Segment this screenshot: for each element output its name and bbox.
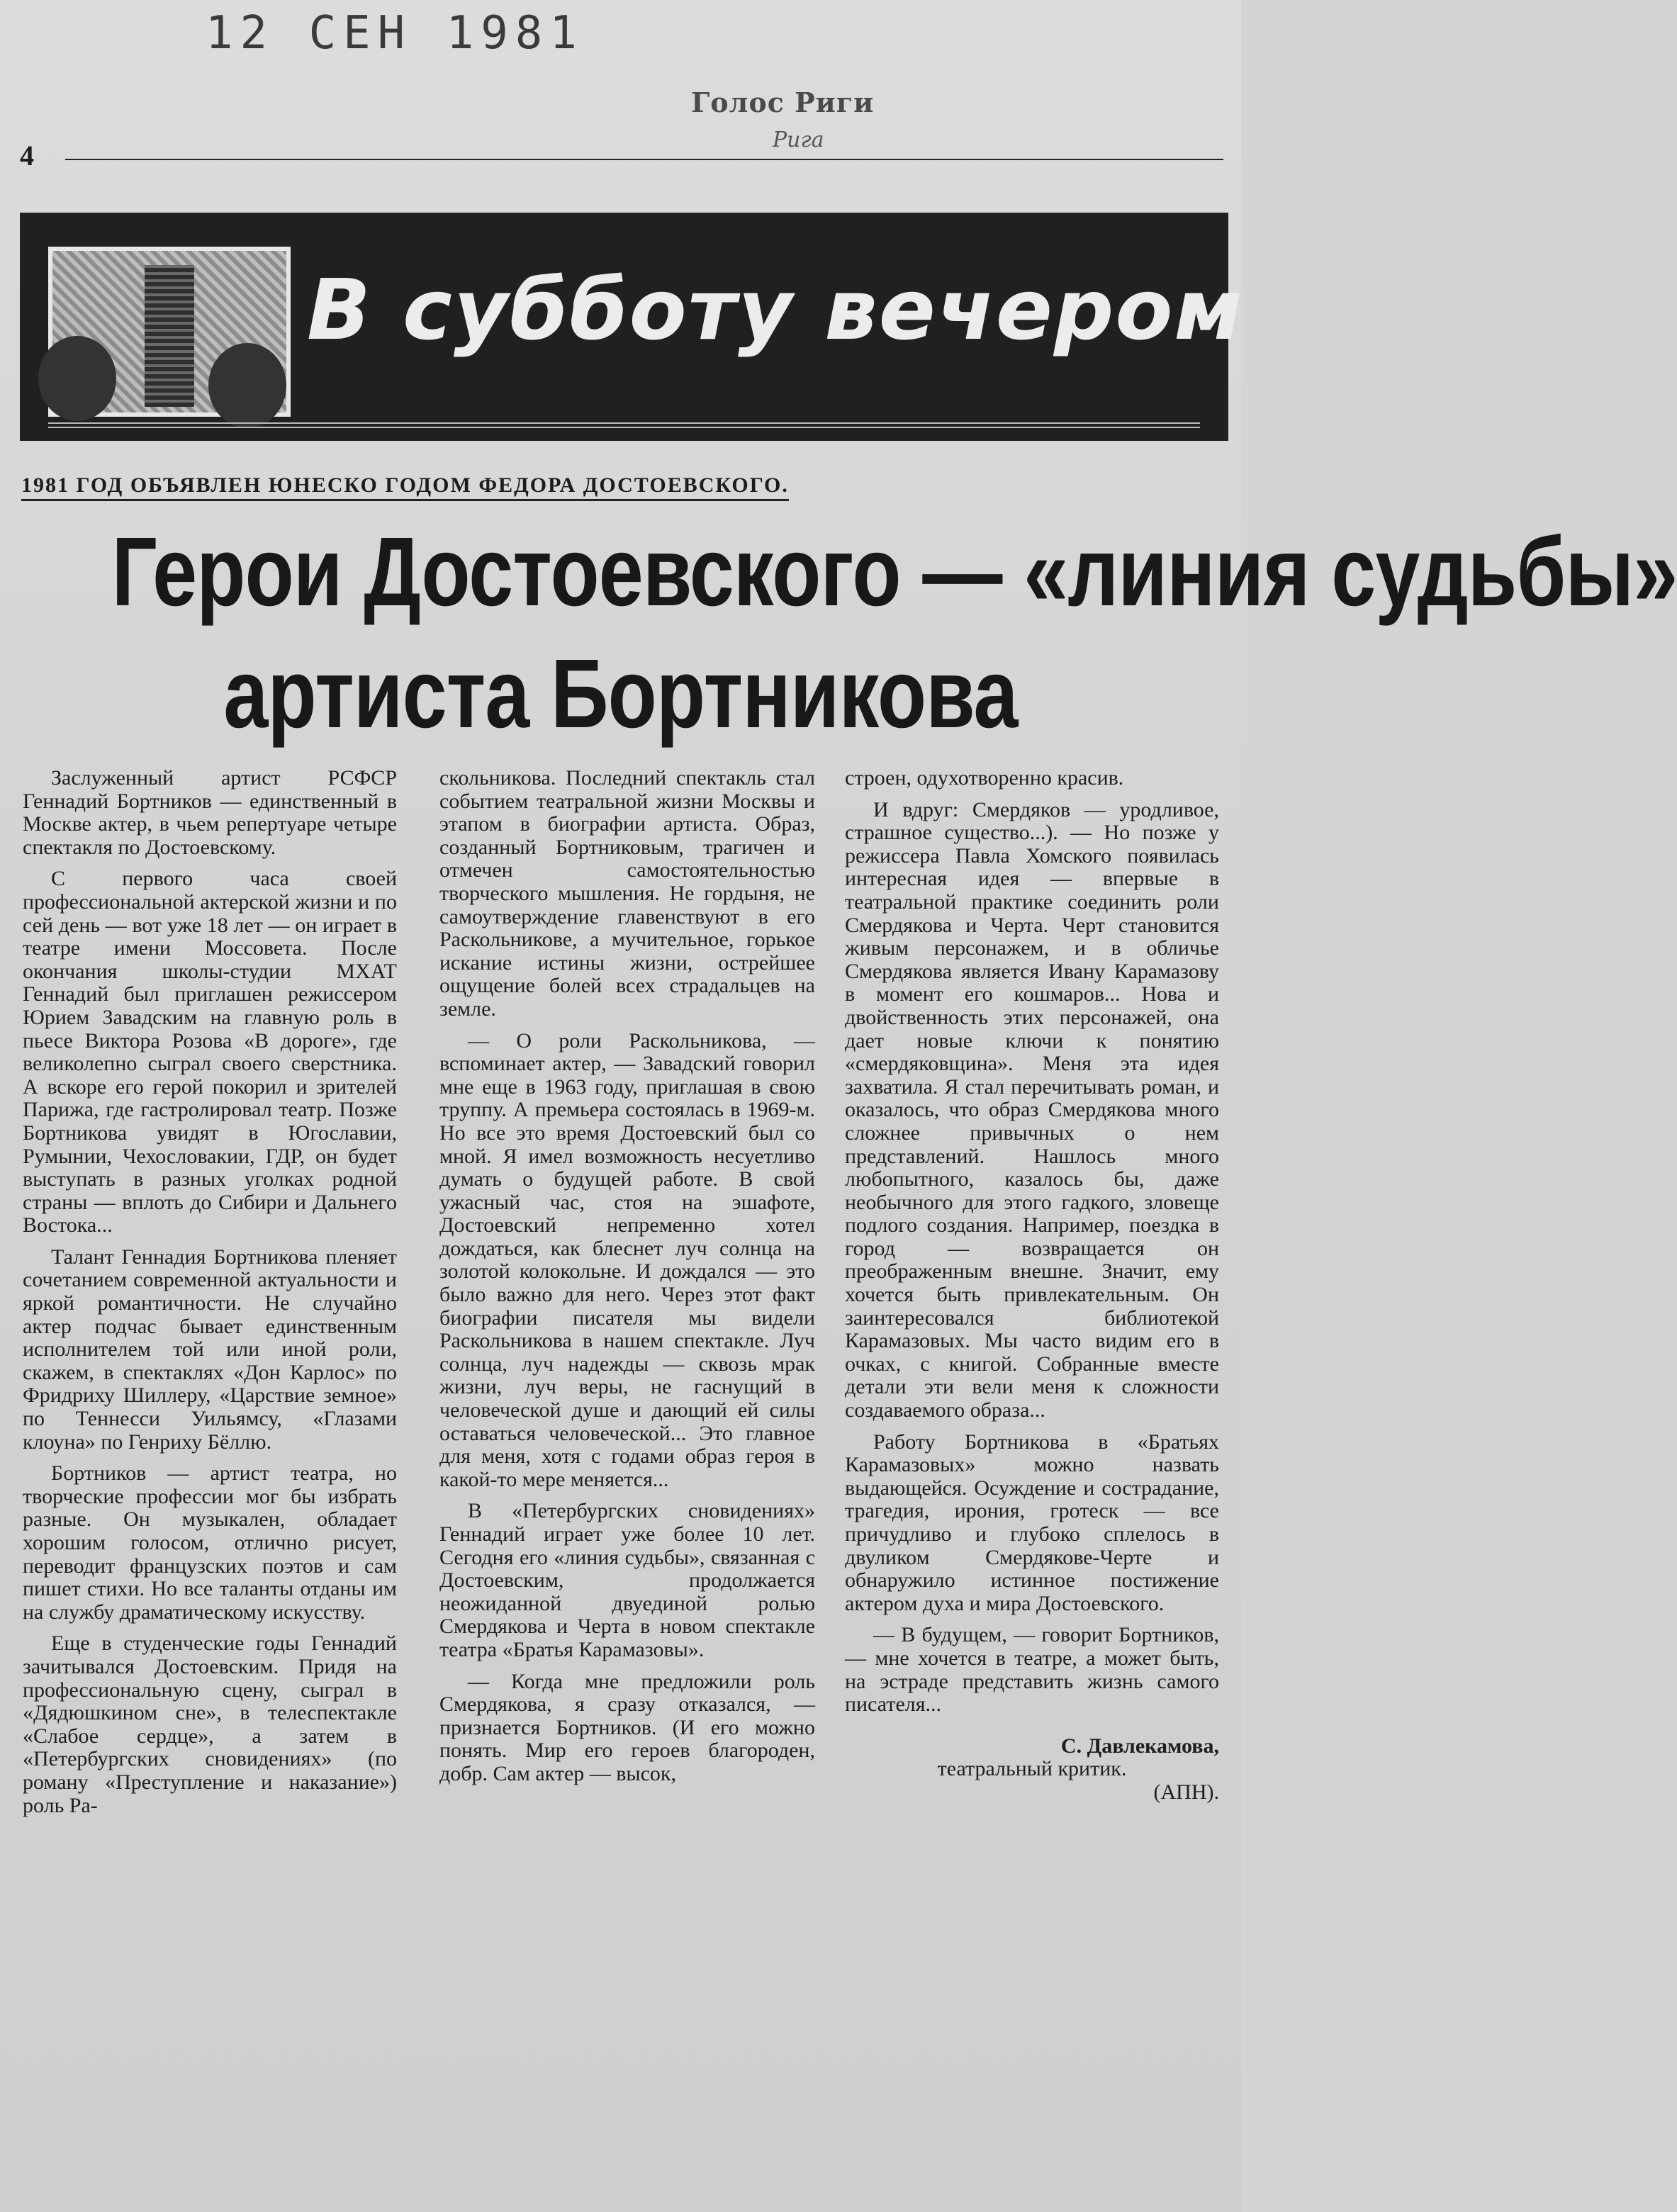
paragraph: Талант Геннадия Бортникова пленяет сочетанием современной актуальности и яркой романтичности. Не случайно актер подчас бывает единственным исполнителем той или иной роли, скажем, в спектаклях «Дон Карлос» по Фридриху Шиллеру, «Царствие земное» по Теннесси Уильямсу, «Глазами клоуна» по Генриху Бёллю.: [23, 1245, 397, 1454]
city-stamp: Рига: [773, 128, 824, 152]
article-kicker: 1981 ГОД ОБЪЯВЛЕН ЮНЕСКО ГОДОМ ФЕДОРА ДОСТОЕВСКОГО.: [21, 473, 789, 501]
newspaper-stamp: Голос Риги: [691, 86, 875, 118]
article-column-2: [439, 767, 815, 1795]
article-column-3: [845, 767, 1219, 1804]
paragraph: С первого часа своей профессиональной актерской жизни и по сей день — вот уже 18 лет — он играет в театре имени Моссовета. После окончания школы-студии МХАТ Геннадий был приглашен режиссером Юрием Завадским на главную роль в пьесе Виктора Розова «В дороге», где великолепно сыграл своего сверстника. А вскоре его герой покорил и зрителей Парижа, где гастролировал театр. Позже Бортникова увидят в Югославии, Румынии, Чехословакии, ГДР, он будет выступать в разных уголках родной страны — вплоть до Сибири и Дальнего Востока...: [23, 867, 397, 1237]
author-name: С. Давлекамова,: [1060, 1734, 1219, 1758]
paragraph: — О роли Раскольникова, — вспоминает актер, — Завадский говорил мне еще в 1963 году, приглашая в свою труппу. А премьера состоялась в 1969-м. Но все это время Достоевский был со мной. Я имел возможность несуетливо думать о будущей работе. В свой ужасный час, стоя на эшафоте, Достоевский непременно хотел дождаться, как блеснет луч солнца на золотой колокольне. И дождался — это было важно для него. Через этот факт биографии писателя мы видели Раскольникова в нашем спектакле. Луч солнца, луч надежды — сквозь мрак жизни, луч веры, не гаснущий в человеческой душе и дающий ей силы оставаться человеческой... Это главное для меня, хотя с годами образ героя в какой-то мере меняется...: [439, 1028, 815, 1491]
banner-rule: [48, 422, 1200, 428]
paragraph: скольникова. Последний спектакль стал событием театральной жизни Москвы и этапом в биографии артиста. Образ, созданный Бортниковым, трагичен и отмечен самостоятельностью творческого мышления. Не гордыня, не самоутверждение главенствуют в его Раскольникове, а мучительное, горькое искание истины жизни, острейшее ощущение болей всех страдальцев на земле.: [439, 766, 815, 1021]
article-column-1: [23, 767, 397, 1826]
paragraph: — Когда мне предложили роль Смердякова, я сразу отказался, — признается Бортников. (И его можно понять. Мир его героев благороден, добр. Сам актер — высок,: [439, 1669, 815, 1785]
header-rule: [65, 159, 1223, 160]
section-title: В субботу вечером: [307, 261, 1244, 359]
paragraph: Еще в студенческие годы Геннадий зачитывался Достоевским. Придя на профессиональную сцену, сыграл в «Дядюшкином сне», в телеспектакле «Слабое сердце», а затем в «Петербургских сновидениях» (по роману «Преступление и наказание») роль Ра-: [23, 1632, 397, 1817]
paragraph: — В будущем, — говорит Бортников, — мне хочется в театре, а может быть, на эстраде представить жизнь самого писателя...: [845, 1623, 1219, 1717]
paragraph: строен, одухотворенно красив.: [845, 766, 1124, 790]
author-role: театральный критик.: [937, 1757, 1127, 1781]
page-number: 4: [20, 140, 34, 172]
paragraph: В «Петербургских сновидениях» Геннадий играет уже более 10 лет. Сегодня его «линия судьбы», связанная с Достоевским, продолжается неожиданной двуединой ролью Смердякова и Черта в новом спектакле театра «Братья Карамазовы».: [439, 1499, 815, 1661]
date-stamp: 12 СЕН 1981: [206, 7, 584, 60]
news-agency: (АПН).: [1153, 1780, 1219, 1804]
high-rise-building-photo: [48, 247, 291, 417]
headline-line-2: артиста Бортникова: [223, 639, 1018, 748]
paragraph: Работу Бортникова в «Братьях Карамазовых» можно назвать выдающейся. Осуждение и сострадание, трагедия, ирония, гротеск — все причудливо и глубоко сплелось в двуликом Смердякове-Черте и обнаружило истинное постижение актером духа и мира Достоевского.: [845, 1430, 1219, 1615]
paragraph: Бортников — артист театра, но творческие профессии мог бы избрать разные. Он музыкален, обладает хорошим голосом, отлично рисует, переводит французских поэтов и сам пишет стихи. Но все таланты отданы им на службу драматическому искусству.: [23, 1461, 397, 1624]
section-banner: [20, 213, 1244, 441]
paragraph: И вдруг: Смердяков — уродливое, страшное существо...). — Но позже у режиссера Павла Хомского появилась интересная идея — впервые в театральной практике соединить роли Смердякова и Черта. Черт становится живым персонажем, и в обличье Смердякова является Ивану Карамазову в момент его кошмаров... Нова и двойственность этих персонажей, она дает новые ключи к понятию «смердяковщина». Меня эта идея захватила. Я стал перечитывать роман, и оказалось, что образ Смердякова много сложнее привычных о нем представлений. Нашлось много любопытного, казалось бы, даже необычного для этого гадкого, зловеще подлого создания. Например, поездка в город — возвращается он преображенным внешне. Значит, ему хочется быть привлекательным. Он заинтересовался библиотекой Карамазовых. Мы часто видим его в очках, с книгой. Собранные вместе детали эти вели меня к сложности создаваемого образа...: [845, 797, 1219, 1422]
paragraph: Заслуженный артист РСФСР Геннадий Бортников — единственный в Москве актер, в чьем репертуаре четыре спектакля по Достоевскому.: [23, 766, 397, 859]
headline-line-1: Герои Достоевского — «линия судьбы»: [111, 517, 1677, 627]
